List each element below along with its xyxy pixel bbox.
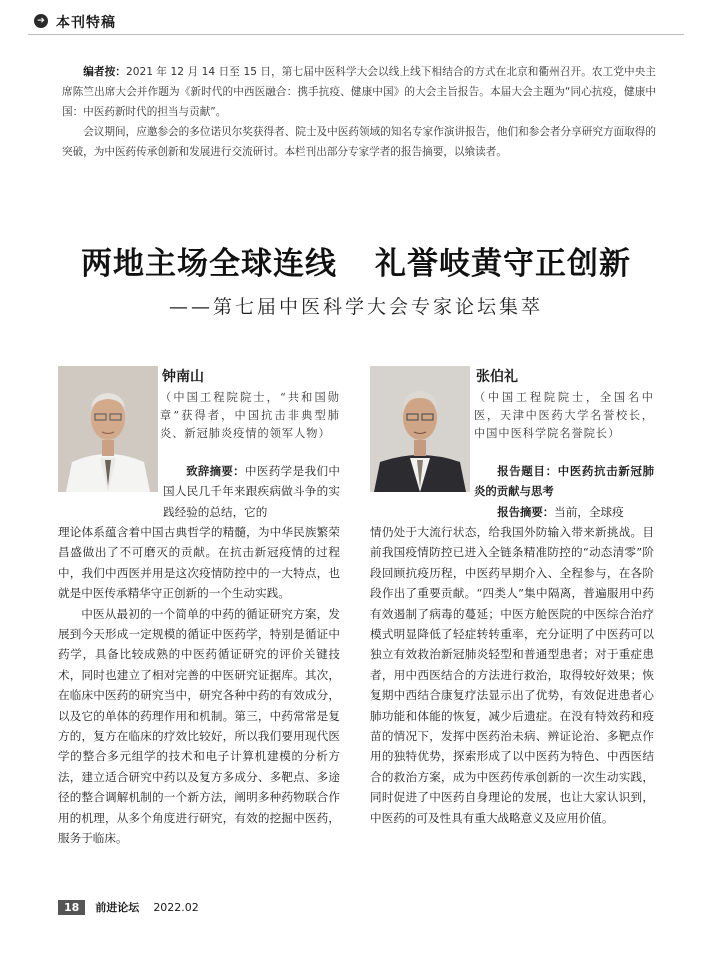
portrait-zhang-boli [370, 366, 470, 492]
editor-note-lead: 编者按： [83, 66, 126, 78]
speech-label: 致辞摘要： [186, 464, 245, 478]
expert-name-zhang: 张伯礼 [476, 369, 518, 385]
issue-number: 2022.02 [153, 901, 199, 914]
report-topic-zhang [474, 461, 654, 502]
speech-body-zhong [58, 522, 340, 849]
report-summary-intro [474, 502, 654, 522]
report-summary-body [370, 522, 654, 828]
summary-label: 报告摘要： [497, 505, 555, 519]
summary-para: 情仍处于大流行状态，给我国外防输入带来新挑战。目前我国疫情防控已进入全链条精准防控的“动态清零”阶段回顾抗疫历程，中医药早期介入、全程参与，在各阶段作出了重要贡献。“四类人”集中隔离，普遍服用中药有效遏制了病毒的蔓延；中医方舱医院的中医综合治疗模式明显降低了轻症转转重率，充分证明了中医药可以独立有效救治新冠肺炎轻型和普通型患者；对于重症患者，用中西医结合的方法进行救治，取得较好效果；恢复期中西结合康复疗法显示出了优势，有效促进患者心肺功能和体能的恢复，减少后遗症。在没有特效药和疫苗的情况下，发挥中医药治未病、辨证论治、多靶点作用的独特优势，探索形成了以中医药为特色、中西医结合的救治方案，成为中医药传承创新的一次生动实践，同时促进了中医药自身理论的发展，也让大家认识到，中医药的可及性具有重大战略意义及应用价值。 [370, 525, 654, 825]
topic-label: 报告题目： [497, 464, 558, 478]
speech-para2: 中医从最初的一个简单的中药的循证研究方案，发展到今天形成一定规模的循证中医药学，特别是循证中药学，具备比较成熟的中医药循证研究的评价关键技术，同时也建立了相对完善的中医研究证据库。其次，在临床中医药的研究当中，研究各种中药的有效成分，以及它的单体的药理作用和机制。第三，中药常常是复方的，复方在临床的疗效比较好，所以我们要用现代医学的整合多元组学的技术和电子计算机建模的分析方法，建立适合研究中药以及复方多成分、多靶点、多途径的整合调解机制的一个新方法，阐明多种药物联合作用的机理，从多个角度进行研究，有效的挖掘中医药，服务于临床。 [58, 606, 340, 846]
title-right: 礼誉岐黄守正创新 [375, 246, 631, 282]
expert-name-zhong: 钟南山 [162, 369, 204, 385]
journal-name: 前进论坛 [95, 901, 140, 914]
topic-text: 中医药抗击新冠肺炎的贡献与思考 [474, 464, 654, 499]
portrait-zhong-nanshan [58, 366, 158, 492]
expert-bio-zhong: （中国工程院院士，“共和国勋章”获得者，中国抗击非典型肺炎、新冠肺炎疫情的领军人物） [160, 391, 340, 440]
editor-note-para2: 会议期间，应邀参会的多位诺贝尔奖获得者、院士及中医药领域的知名专家作演讲报告，他们和参会者分享研究方面取得的突破，为中医药传承创新和发展进行交流研讨。本栏刊出部分专家学者的报告摘要，以飨读者。 [62, 126, 656, 158]
article-subtitle: ——第七届中医科学大会专家论坛集萃 [168, 296, 543, 318]
page-footer [58, 899, 199, 917]
editor-note [62, 62, 656, 162]
page-number: 18 [58, 900, 85, 915]
section-header [28, 10, 684, 35]
arrow-circle-icon: ➔ [34, 14, 48, 28]
speech-intro-zhong [163, 461, 340, 522]
summary-first: 当前，全球疫 [554, 505, 624, 519]
title-left: 两地主场全球连线 [81, 246, 337, 282]
speech-first: 中医药学是我们中国人民几千年来跟疾病做斗争的实践经验的总结，它的 [163, 464, 340, 519]
article-title [0, 238, 712, 283]
expert-bio-zhang: （中国工程院院士，全国名中医，天津中医药大学名誉校长，中国中医科学院名誉院长） [474, 391, 654, 440]
speech-para1: 理论体系蕴含着中国古典哲学的精髓，为中华民族繁荣昌盛做出了不可磨灭的贡献。在抗击新冠疫情的过程中，我们中西医并用是这次疫情防控中的一大特点，也就是中医传承精华守正创新的一个生动实践。 [58, 525, 340, 601]
editor-note-para1: 2021 年 12 月 14 日至 15 日，第七届中医科学大会以线上线下相结合的方式在北京和衢州召开。农工党中央主席陈竺出席大会并作题为《新时代的中西医融合：携手抗疫、健康中国》的大会主旨报告。本届大会主题为“同心抗疫，健康中国：中医药新时代的担当与贡献”。 [62, 66, 656, 118]
section-label: 本刊特稿 [56, 15, 116, 31]
